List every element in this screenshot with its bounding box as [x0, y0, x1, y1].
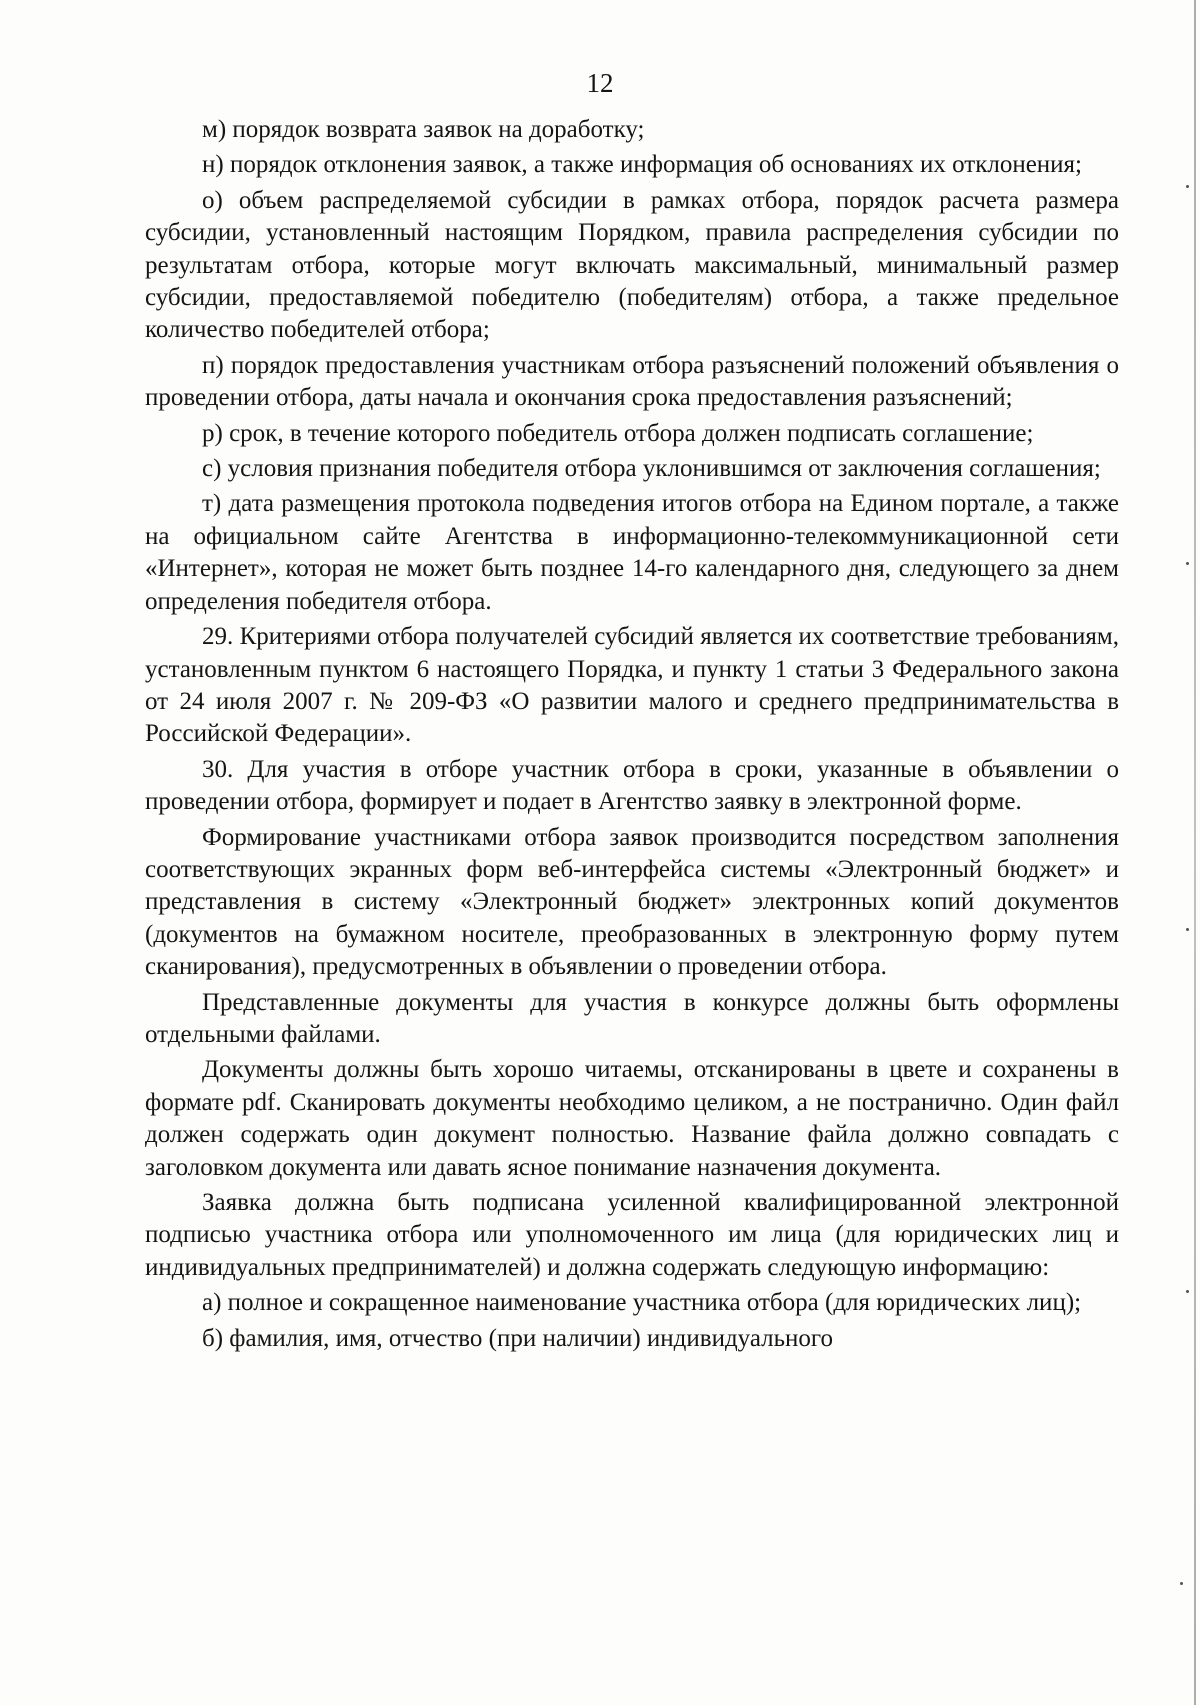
- scan-speck: [1186, 562, 1189, 565]
- paragraph: м) порядок возврата заявок на доработку;: [202, 116, 645, 143]
- page-number: 12: [586, 68, 614, 98]
- scan-edge: [1194, 0, 1196, 1705]
- paragraph: с) условия признания победителя отбора уклонившимся от заключения соглашения;: [202, 455, 1101, 483]
- paragraph: 29. Критериями отбора получателей субсидий является их соответствие требованиям, установленным пунктом 6 настоящего Порядка, и пункту 1 статьи 3 Федерального закона от 24 июля 2007 г. № 209-ФЗ «О развитии малого и среднего предпринимательства в Российской Федерации».: [145, 623, 1119, 748]
- paragraph: Документы должны быть хорошо читаемы, отсканированы в цвете и сохранены в формате pdf. Сканировать документы необходимо целиком, а не постранично. Один файл должен содержать один документ полностью. Название файла должно совпадать с заголовком документа или давать ясное понимание назначения документа.: [145, 1056, 1119, 1181]
- paragraph: 30. Для участия в отборе участник отбора в сроки, указанные в объявлении о проведении отбора, формирует и подает в Агентство заявку в электронной форме.: [145, 755, 1119, 816]
- scan-speck: [1186, 185, 1189, 188]
- document-body: [145, 114, 1119, 1355]
- scan-speck: [1186, 1290, 1189, 1293]
- paragraph: п) порядок предоставления участникам отбора разъяснений положений объявления о проведении отбора, даты начала и окончания срока предоставления разъяснений;: [145, 351, 1119, 412]
- paragraph: о) объем распределяемой субсидии в рамках отбора, порядок расчета размера субсидии, установленный настоящим Порядком, правила распределения субсидии по результатам отбора, которые могут включать максимальный, минимальный размер субсидии, предоставляемой победителю (победителям) отбора, а также предельное количество победителей отбора;: [145, 186, 1119, 344]
- paragraph: Заявка должна быть подписана усиленной квалифицированной электронной подписью участника отбора или уполномоченного им лица (для юридических лиц и индивидуальных предпринимателей) и должна содержать следующую информацию:: [145, 1189, 1119, 1281]
- paragraph: б) фамилия, имя, отчество (при наличии) индивидуального: [202, 1324, 834, 1352]
- paragraph: Представленные документы для участия в конкурсе должны быть оформлены отдельными файлами.: [145, 988, 1119, 1048]
- scan-speck: [1180, 1582, 1183, 1585]
- paragraph: а) полное и сокращенное наименование участника отбора (для юридических лиц);: [202, 1289, 1082, 1317]
- paragraph: т) дата размещения протокола подведения итогов отбора на Едином портале, а также на официальном сайте Агентства в информационно-телекоммуникационной сети «Интернет», которая не может быть позднее 14-го календарного дня, следующего за днем определения победителя отбора.: [145, 490, 1119, 615]
- paragraph: н) порядок отклонения заявок, а также информация об основаниях их отклонения;: [202, 151, 1083, 179]
- paragraph: Формирование участниками отбора заявок производится посредством заполнения соответствующих экранных форм веб-интерфейса системы «Электронный бюджет» и представления в систему «Электронный бюджет» электронных копий документов (документов на бумажном носителе, преобразованных в электронную форму путем сканирования), предусмотренных в объявлении о проведении отбора.: [145, 823, 1119, 981]
- paragraph: р) срок, в течение которого победитель отбора должен подписать соглашение;: [202, 419, 1034, 447]
- scan-speck: [1186, 928, 1189, 931]
